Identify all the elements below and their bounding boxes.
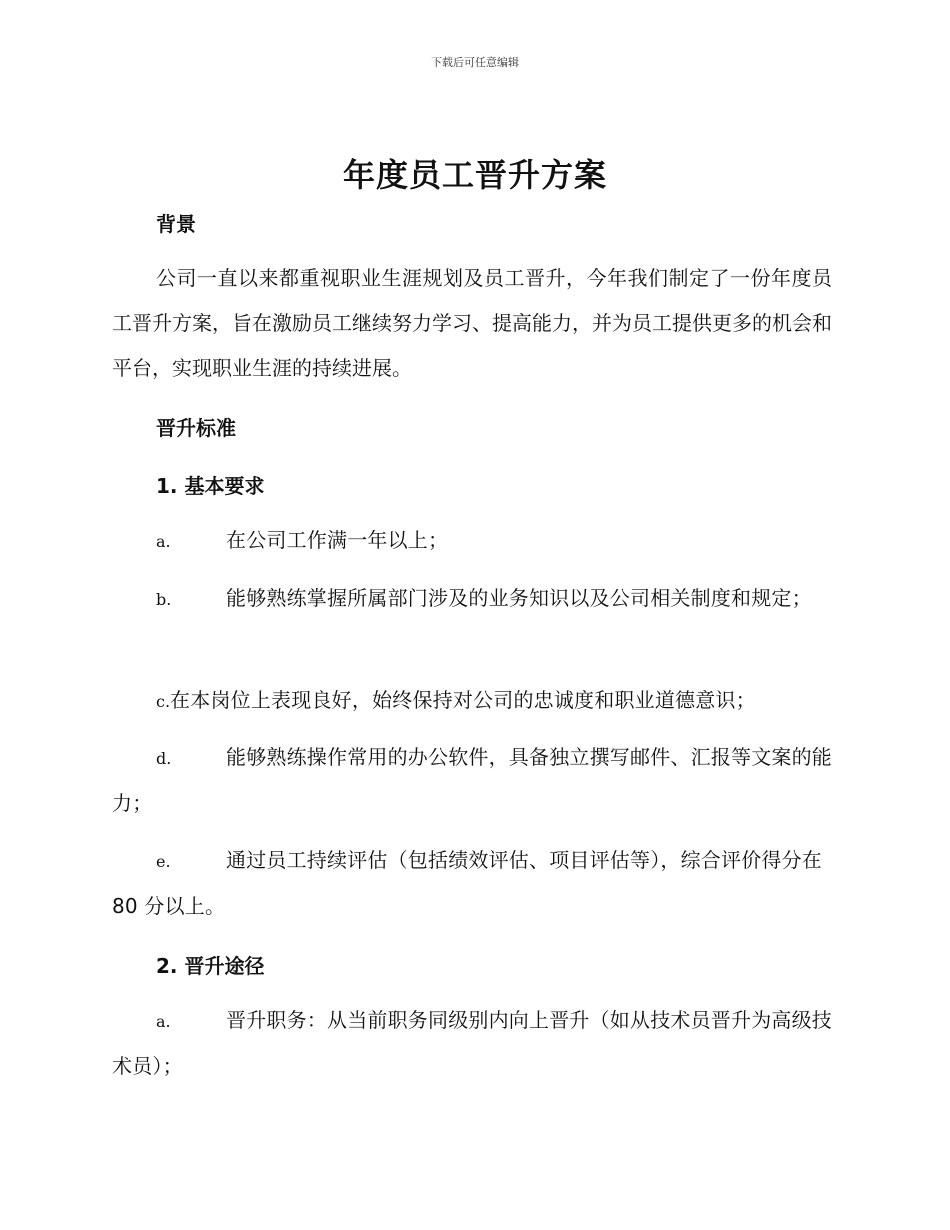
list-item [112, 998, 832, 1089]
list-item-text: 能够熟练掌握所属部门涉及的业务知识以及公司相关制度和规定； [226, 586, 812, 610]
subsection-heading-basic: 1. 基本要求 [156, 474, 265, 498]
list-marker: c. [156, 692, 171, 711]
list-item [112, 518, 832, 564]
list-item [112, 838, 832, 929]
list-item [112, 735, 832, 826]
list-item [112, 678, 832, 724]
header-note: 下载后可任意编辑 [431, 56, 519, 69]
section-heading-background: 背景 [156, 212, 196, 236]
list-marker: e. [156, 852, 171, 871]
document-title: 年度员工晋升方案 [342, 156, 607, 194]
list-item-text: 晋升职务：从当前职务同级别内向上晋升（如从技术员晋升为高级技术员）； [112, 1008, 832, 1078]
section-heading-criteria: 晋升标准 [156, 416, 236, 440]
list-item-text: 能够熟练操作常用的办公软件，具备独立撰写邮件、汇报等文案的能力； [112, 745, 832, 815]
list-marker: a. [156, 532, 171, 551]
list-item-text: 通过员工持续评估（包括绩效评估、项目评估等），综合评价得分在 80 分以上。 [112, 848, 822, 918]
list-marker: a. [156, 1012, 171, 1031]
list-item [112, 576, 832, 622]
background-paragraph: 公司一直以来都重视职业生涯规划及员工晋升，今年我们制定了一份年度员工晋升方案，旨在激励员工继续努力学习、提高能力，并为员工提供更多的机会和平台，实现职业生涯的持续进展。 [112, 266, 832, 380]
subsection-heading-path: 2. 晋升途径 [156, 954, 265, 978]
list-item-text: 在公司工作满一年以上； [226, 528, 449, 552]
list-marker: d. [156, 749, 172, 768]
list-item-text: 在本岗位上表现良好，始终保持对公司的忠诚度和职业道德意识； [170, 688, 756, 712]
list-marker: b. [156, 590, 172, 609]
